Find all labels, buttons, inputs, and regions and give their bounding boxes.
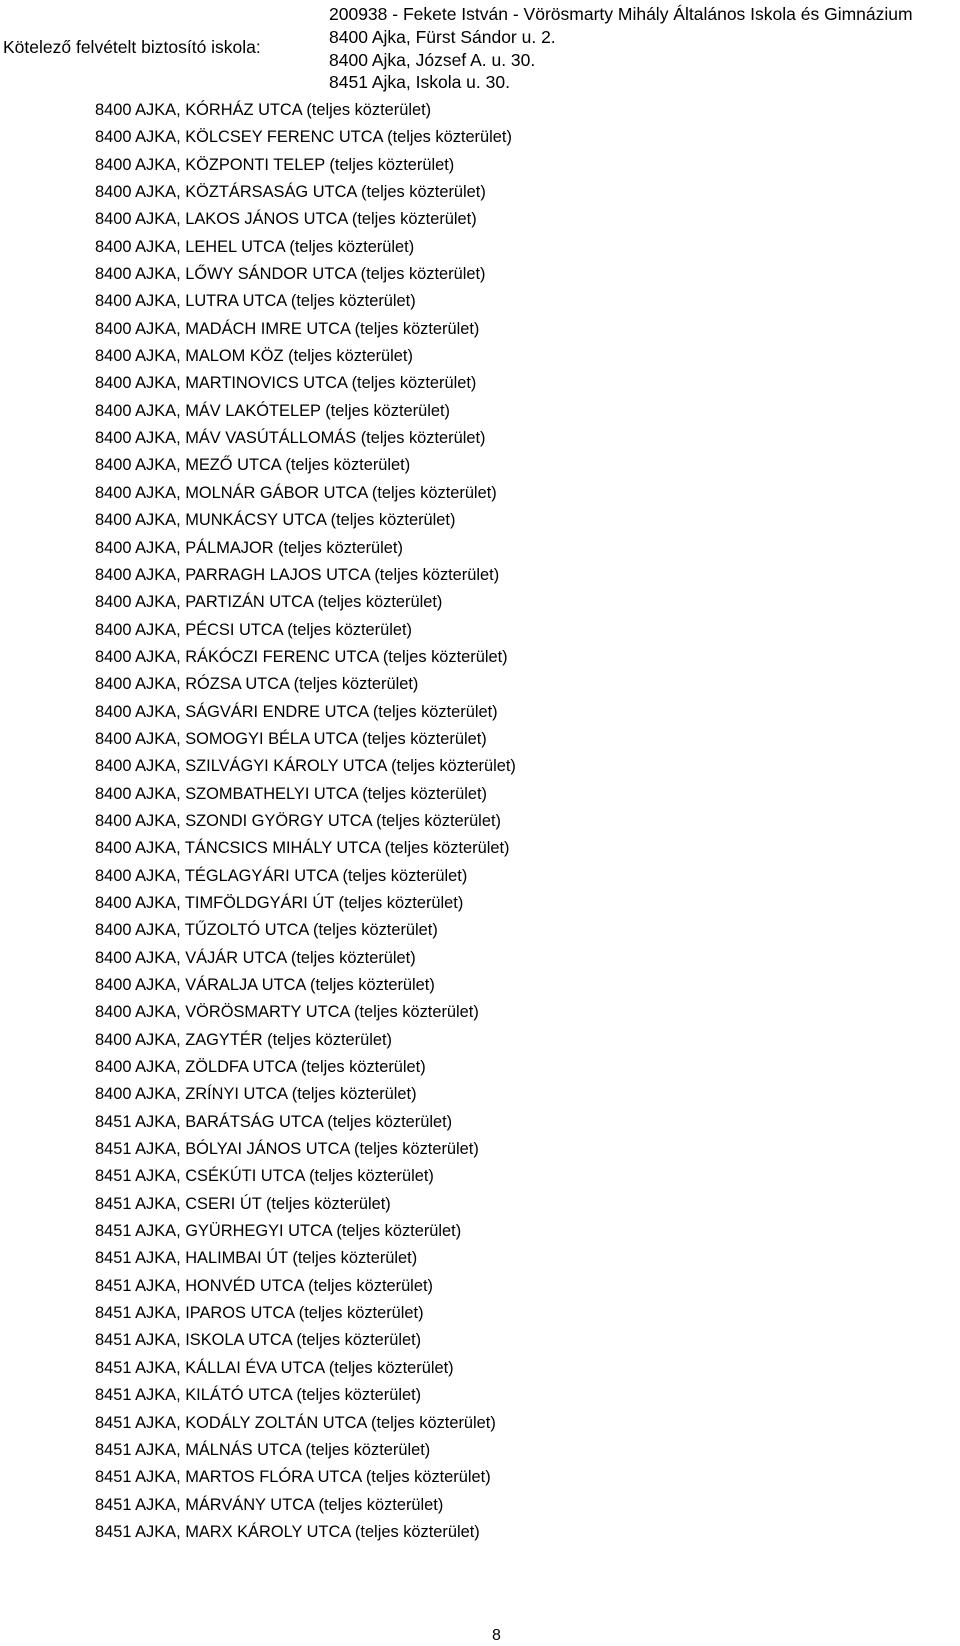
street-list-item: 8451 AJKA, BARÁTSÁG UTCA (teljes közterület) (95, 1112, 453, 1131)
street-list-item: 8400 AJKA, TIMFÖLDGYÁRI ÚT (teljes közterület) (95, 893, 464, 912)
street-list-item: 8451 AJKA, MÁLNÁS UTCA (teljes közterület) (95, 1440, 431, 1459)
street-list-item: 8400 AJKA, SÁGVÁRI ENDRE UTCA (teljes közterület) (95, 702, 498, 721)
street-list-item: 8451 AJKA, MÁRVÁNY UTCA (teljes közterület) (95, 1495, 444, 1514)
street-list-item: 8400 AJKA, MÁV VASÚTÁLLOMÁS (teljes közterület) (95, 429, 486, 448)
street-list-item: 8451 AJKA, ISKOLA UTCA (teljes közterület) (95, 1331, 422, 1350)
street-list-item: 8400 AJKA, KÖZPONTI TELEP (teljes közterület) (95, 155, 455, 174)
street-list-item: 8451 AJKA, KÁLLAI ÉVA UTCA (teljes közterület) (95, 1358, 454, 1377)
street-list-item: 8400 AJKA, MEZŐ UTCA (teljes közterület) (95, 456, 411, 475)
street-list-item: 8400 AJKA, TÉGLAGYÁRI UTCA (teljes közterület) (95, 866, 468, 885)
street-list-item: 8400 AJKA, ZAGYTÉR (teljes közterület) (95, 1030, 392, 1049)
street-list-item: 8400 AJKA, SOMOGYI BÉLA UTCA (teljes közterület) (95, 729, 487, 748)
street-list-item: 8400 AJKA, KÓRHÁZ UTCA (teljes közterület) (95, 101, 432, 119)
street-list-item: 8400 AJKA, MADÁCH IMRE UTCA (teljes közterület) (95, 319, 480, 338)
street-list-item: 8451 AJKA, MARX KÁROLY UTCA (teljes közterület) (95, 1522, 480, 1541)
school-address: 8400 Ajka, Fürst Sándor u. 2. (329, 27, 556, 47)
street-list-item: 8400 AJKA, TŰZOLTÓ UTCA (teljes közterület) (95, 921, 438, 940)
street-list-item: 8400 AJKA, LEHEL UTCA (teljes közterület) (95, 237, 415, 256)
street-list-item: 8400 AJKA, VÁRALJA UTCA (teljes közterület) (95, 976, 435, 994)
street-list-item: 8400 AJKA, ZRÍNYI UTCA (teljes közterület) (95, 1085, 417, 1104)
street-list-item: 8400 AJKA, VÖRÖSMARTY UTCA (teljes közterület) (95, 1003, 479, 1022)
street-list-item: 8400 AJKA, SZONDI GYÖRGY UTCA (teljes közterület) (95, 811, 501, 830)
school-name: 200938 - Fekete István - Vörösmarty Mihály Általános Iskola és Gimnázium (329, 4, 913, 24)
street-list-item: 8451 AJKA, GYÜRHEGYI UTCA (teljes közterület) (95, 1222, 462, 1241)
street-list (95, 97, 516, 1546)
street-list-item: 8400 AJKA, LAKOS JÁNOS UTCA (teljes közterület) (95, 210, 477, 229)
street-list-item: 8400 AJKA, TÁNCSICS MIHÁLY UTCA (teljes közterület) (95, 839, 510, 858)
street-list-item: 8451 AJKA, MARTOS FLÓRA UTCA (teljes közterület) (95, 1468, 491, 1487)
street-list-item: 8451 AJKA, CSERI ÚT (teljes közterület) (95, 1194, 391, 1213)
street-list-item: 8451 AJKA, HALIMBAI ÚT (teljes közterület) (95, 1249, 418, 1268)
street-list-item: 8400 AJKA, MÁV LAKÓTELEP (teljes közterület) (95, 401, 450, 420)
street-list-item: 8400 AJKA, MALOM KÖZ (teljes közterület) (95, 347, 413, 366)
street-list-item: 8400 AJKA, ZÖLDFA UTCA (teljes közterület) (95, 1058, 426, 1077)
street-list-item: 8400 AJKA, LUTRA UTCA (teljes közterület) (95, 292, 416, 311)
street-list-item: 8400 AJKA, RÓZSA UTCA (teljes közterület) (95, 675, 419, 694)
street-list-item: 8400 AJKA, MARTINOVICS UTCA (teljes közterület) (95, 374, 477, 393)
school-address: 8451 Ajka, Iskola u. 30. (329, 72, 510, 92)
street-list-item: 8400 AJKA, SZOMBATHELYI UTCA (teljes közterület) (95, 784, 487, 803)
street-list-item: 8400 AJKA, PARTIZÁN UTCA (teljes közterület) (95, 593, 443, 612)
school-address: 8400 Ajka, József A. u. 30. (329, 50, 536, 70)
street-list-item: 8451 AJKA, KODÁLY ZOLTÁN UTCA (teljes közterület) (95, 1413, 496, 1432)
street-list-item: 8400 AJKA, SZILVÁGYI KÁROLY UTCA (teljes közterület) (95, 757, 516, 776)
street-list-item: 8400 AJKA, PÉCSI UTCA (teljes közterület) (95, 620, 413, 639)
street-list-item: 8451 AJKA, BÓLYAI JÁNOS UTCA (teljes közterület) (95, 1140, 479, 1159)
street-list-item: 8451 AJKA, HONVÉD UTCA (teljes közterület) (95, 1276, 433, 1295)
street-list-item: 8451 AJKA, KILÁTÓ UTCA (teljes közterület) (95, 1386, 422, 1405)
school-label: Kötelező felvételt biztosító iskola: (3, 37, 261, 57)
street-list-item: 8451 AJKA, CSÉKÚTI UTCA (teljes közterület) (95, 1167, 434, 1186)
page-number: 8 (492, 1627, 501, 1644)
street-list-item: 8400 AJKA, KÖLCSEY FERENC UTCA (teljes közterület) (95, 128, 512, 147)
street-list-item: 8400 AJKA, PARRAGH LAJOS UTCA (teljes közterület) (95, 565, 500, 584)
street-list-item: 8451 AJKA, IPAROS UTCA (teljes közterület) (95, 1304, 424, 1323)
street-list-item: 8400 AJKA, PÁLMAJOR (teljes közterület) (95, 538, 403, 557)
street-list-item: 8400 AJKA, LŐWY SÁNDOR UTCA (teljes közterület) (95, 265, 486, 284)
street-list-item: 8400 AJKA, MOLNÁR GÁBOR UTCA (teljes közterület) (95, 483, 497, 502)
street-list-item: 8400 AJKA, VÁJÁR UTCA (teljes közterület) (95, 948, 416, 967)
street-list-item: 8400 AJKA, KÖZTÁRSASÁG UTCA (teljes közterület) (95, 183, 486, 202)
street-list-item: 8400 AJKA, MUNKÁCSY UTCA (teljes közterület) (95, 511, 456, 530)
street-list-item: 8400 AJKA, RÁKÓCZI FERENC UTCA (teljes közterület) (95, 647, 508, 666)
